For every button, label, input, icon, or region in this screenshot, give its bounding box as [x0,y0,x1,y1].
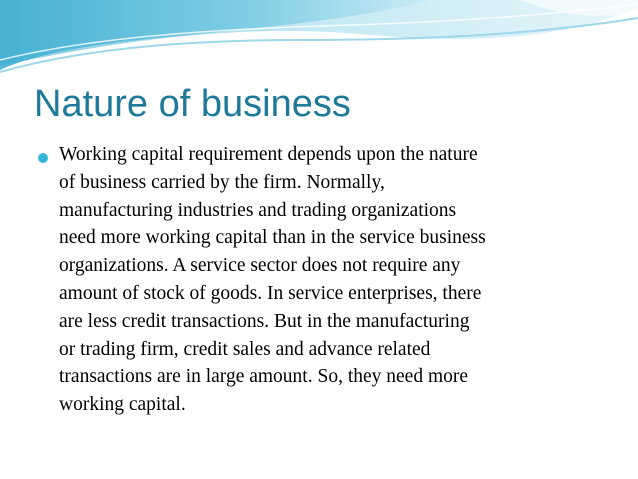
bullet-text [36,141,616,419]
bullet-line: of business carried by the firm. Normally, [59,171,385,193]
decorative-wave-header [0,0,638,90]
bullet-line: amount of stock of goods. In service enterprises, there [59,282,482,304]
bullet-line: working capital. [59,394,186,416]
bullet-line: need more working capital than in the service business [59,227,486,249]
bullet-line: organizations. A service sector does not require any [59,255,461,277]
bullet-dot-icon [38,153,48,163]
slide-body [36,141,616,419]
bullet-line: are less credit transactions. But in the manufacturing [59,310,470,332]
bullet-line: or trading firm, credit sales and advance related [59,338,431,360]
bullet-line: transactions are in large amount. So, they need more [59,366,469,388]
bullet-line: Working capital requirement depends upon the nature [59,144,478,165]
slide-title: Nature of business [34,83,351,125]
bullet-line: manufacturing industries and trading organizations [59,199,457,221]
bullet-item [36,141,616,419]
